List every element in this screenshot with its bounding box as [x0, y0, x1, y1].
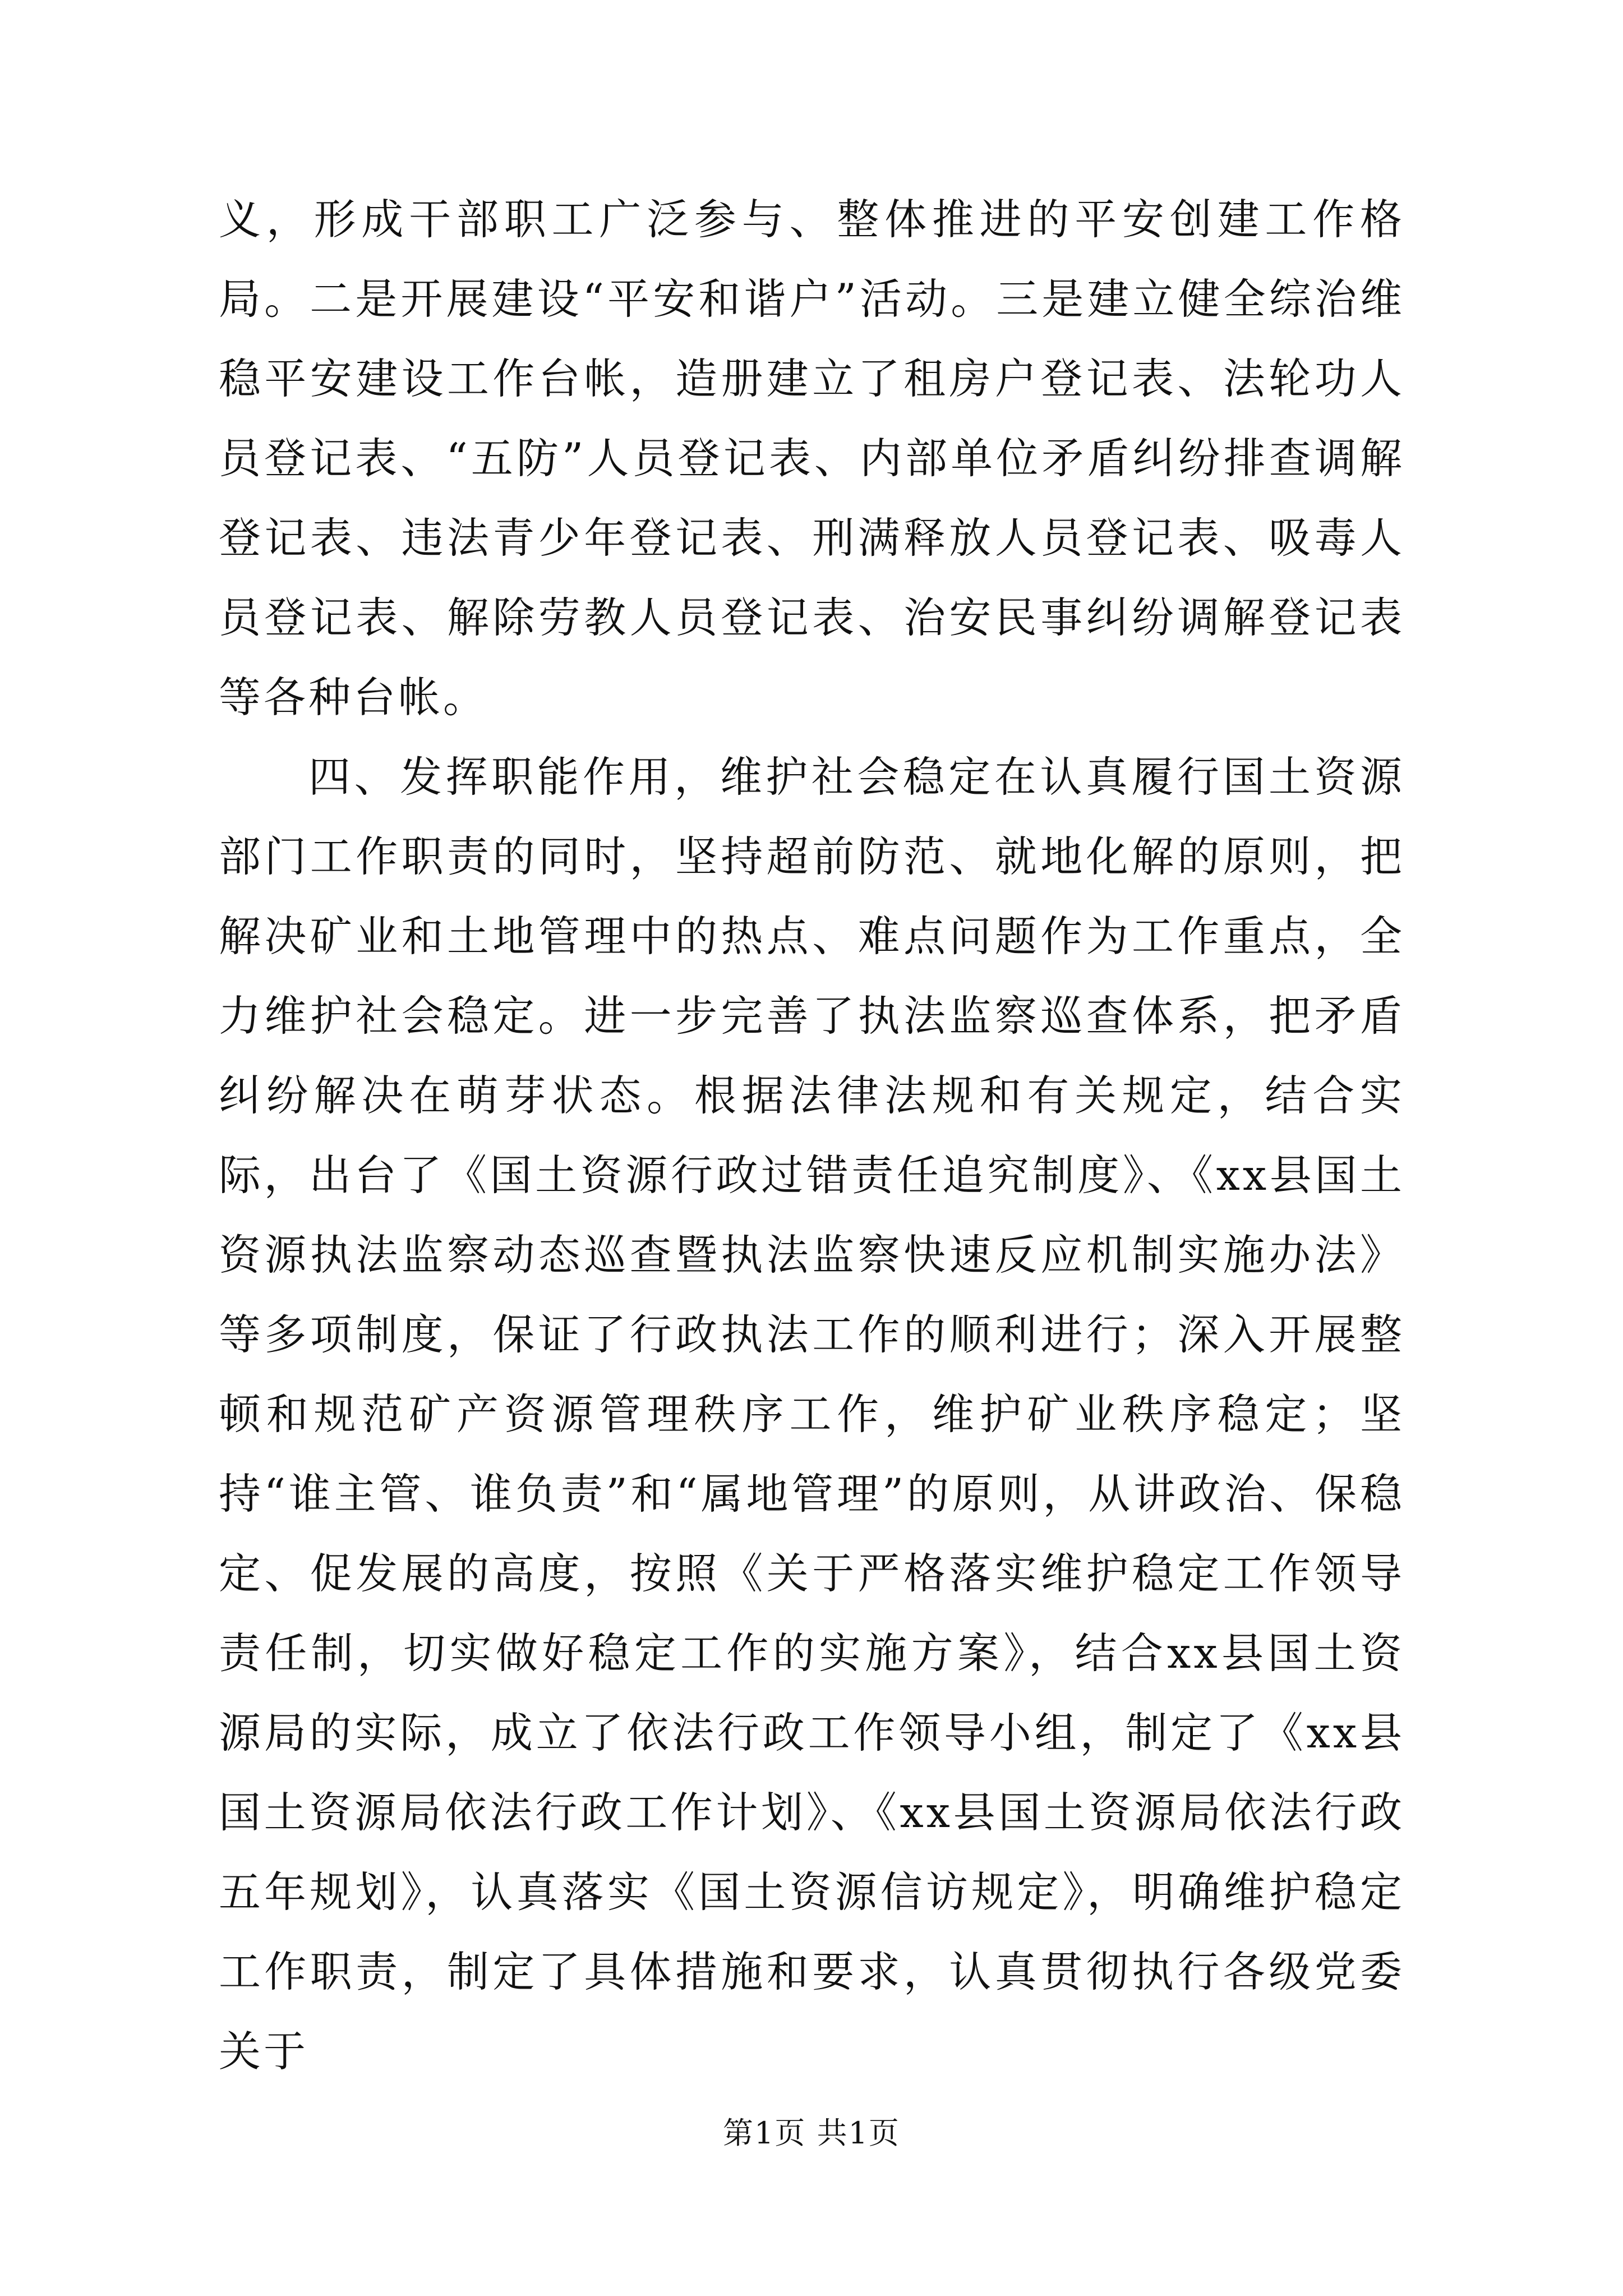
- paragraph-2: 四、发挥职能作用，维护社会稳定在认真履行国土资源部门工作职责的同时，坚持超前防范、就地化解的原则，把解决矿业和土地管理中的热点、难点问题作为工作重点，全力维护社会稳定。进一步完善了执法监察巡查体系，把矛盾纠纷解决在萌芽状态。根据法律法规和有关规定，结合实际，出台了《国土资源行政过错责任追究制度》、《xx县国土资源执法监察动态巡查暨执法监察快速反应机制实施办法》等多项制度，保证了行政执法工作的顺利进行；深入开展整顿和规范矿产资源管理秩序工作，维护矿业秩序稳定；坚持“谁主管、谁负责”和“属地管理”的原则，从讲政治、保稳定、促发展的高度，按照《关于严格落实维护稳定工作领导责任制，切实做好稳定工作的实施方案》，结合xx县国土资源局的实际，成立了依法行政工作领导小组，制定了《xx县国土资源局依法行政工作计划》、《xx县国土资源局依法行政五年规划》，认真落实《国土资源信访规定》，明确维护稳定工作职责，制定了具体措施和要求，认真贯彻执行各级党委关于: [219, 752, 1405, 2076]
- document-body: [219, 180, 1405, 2091]
- paragraph-1: 义，形成干部职工广泛参与、整体推进的平安创建工作格局。二是开展建设“平安和谐户”活动。三是建立健全综治维稳平安建设工作台帐，造册建立了租房户登记表、法轮功人员登记表、“五防”人员登记表、内部单位矛盾纠纷排查调解登记表、违法青少年登记表、刑满释放人员登记表、吸毒人员登记表、解除劳教人员登记表、治安民事纠纷调解登记表等各种台帐。: [219, 195, 1405, 722]
- page-footer: 第1页 共1页: [723, 2115, 900, 2151]
